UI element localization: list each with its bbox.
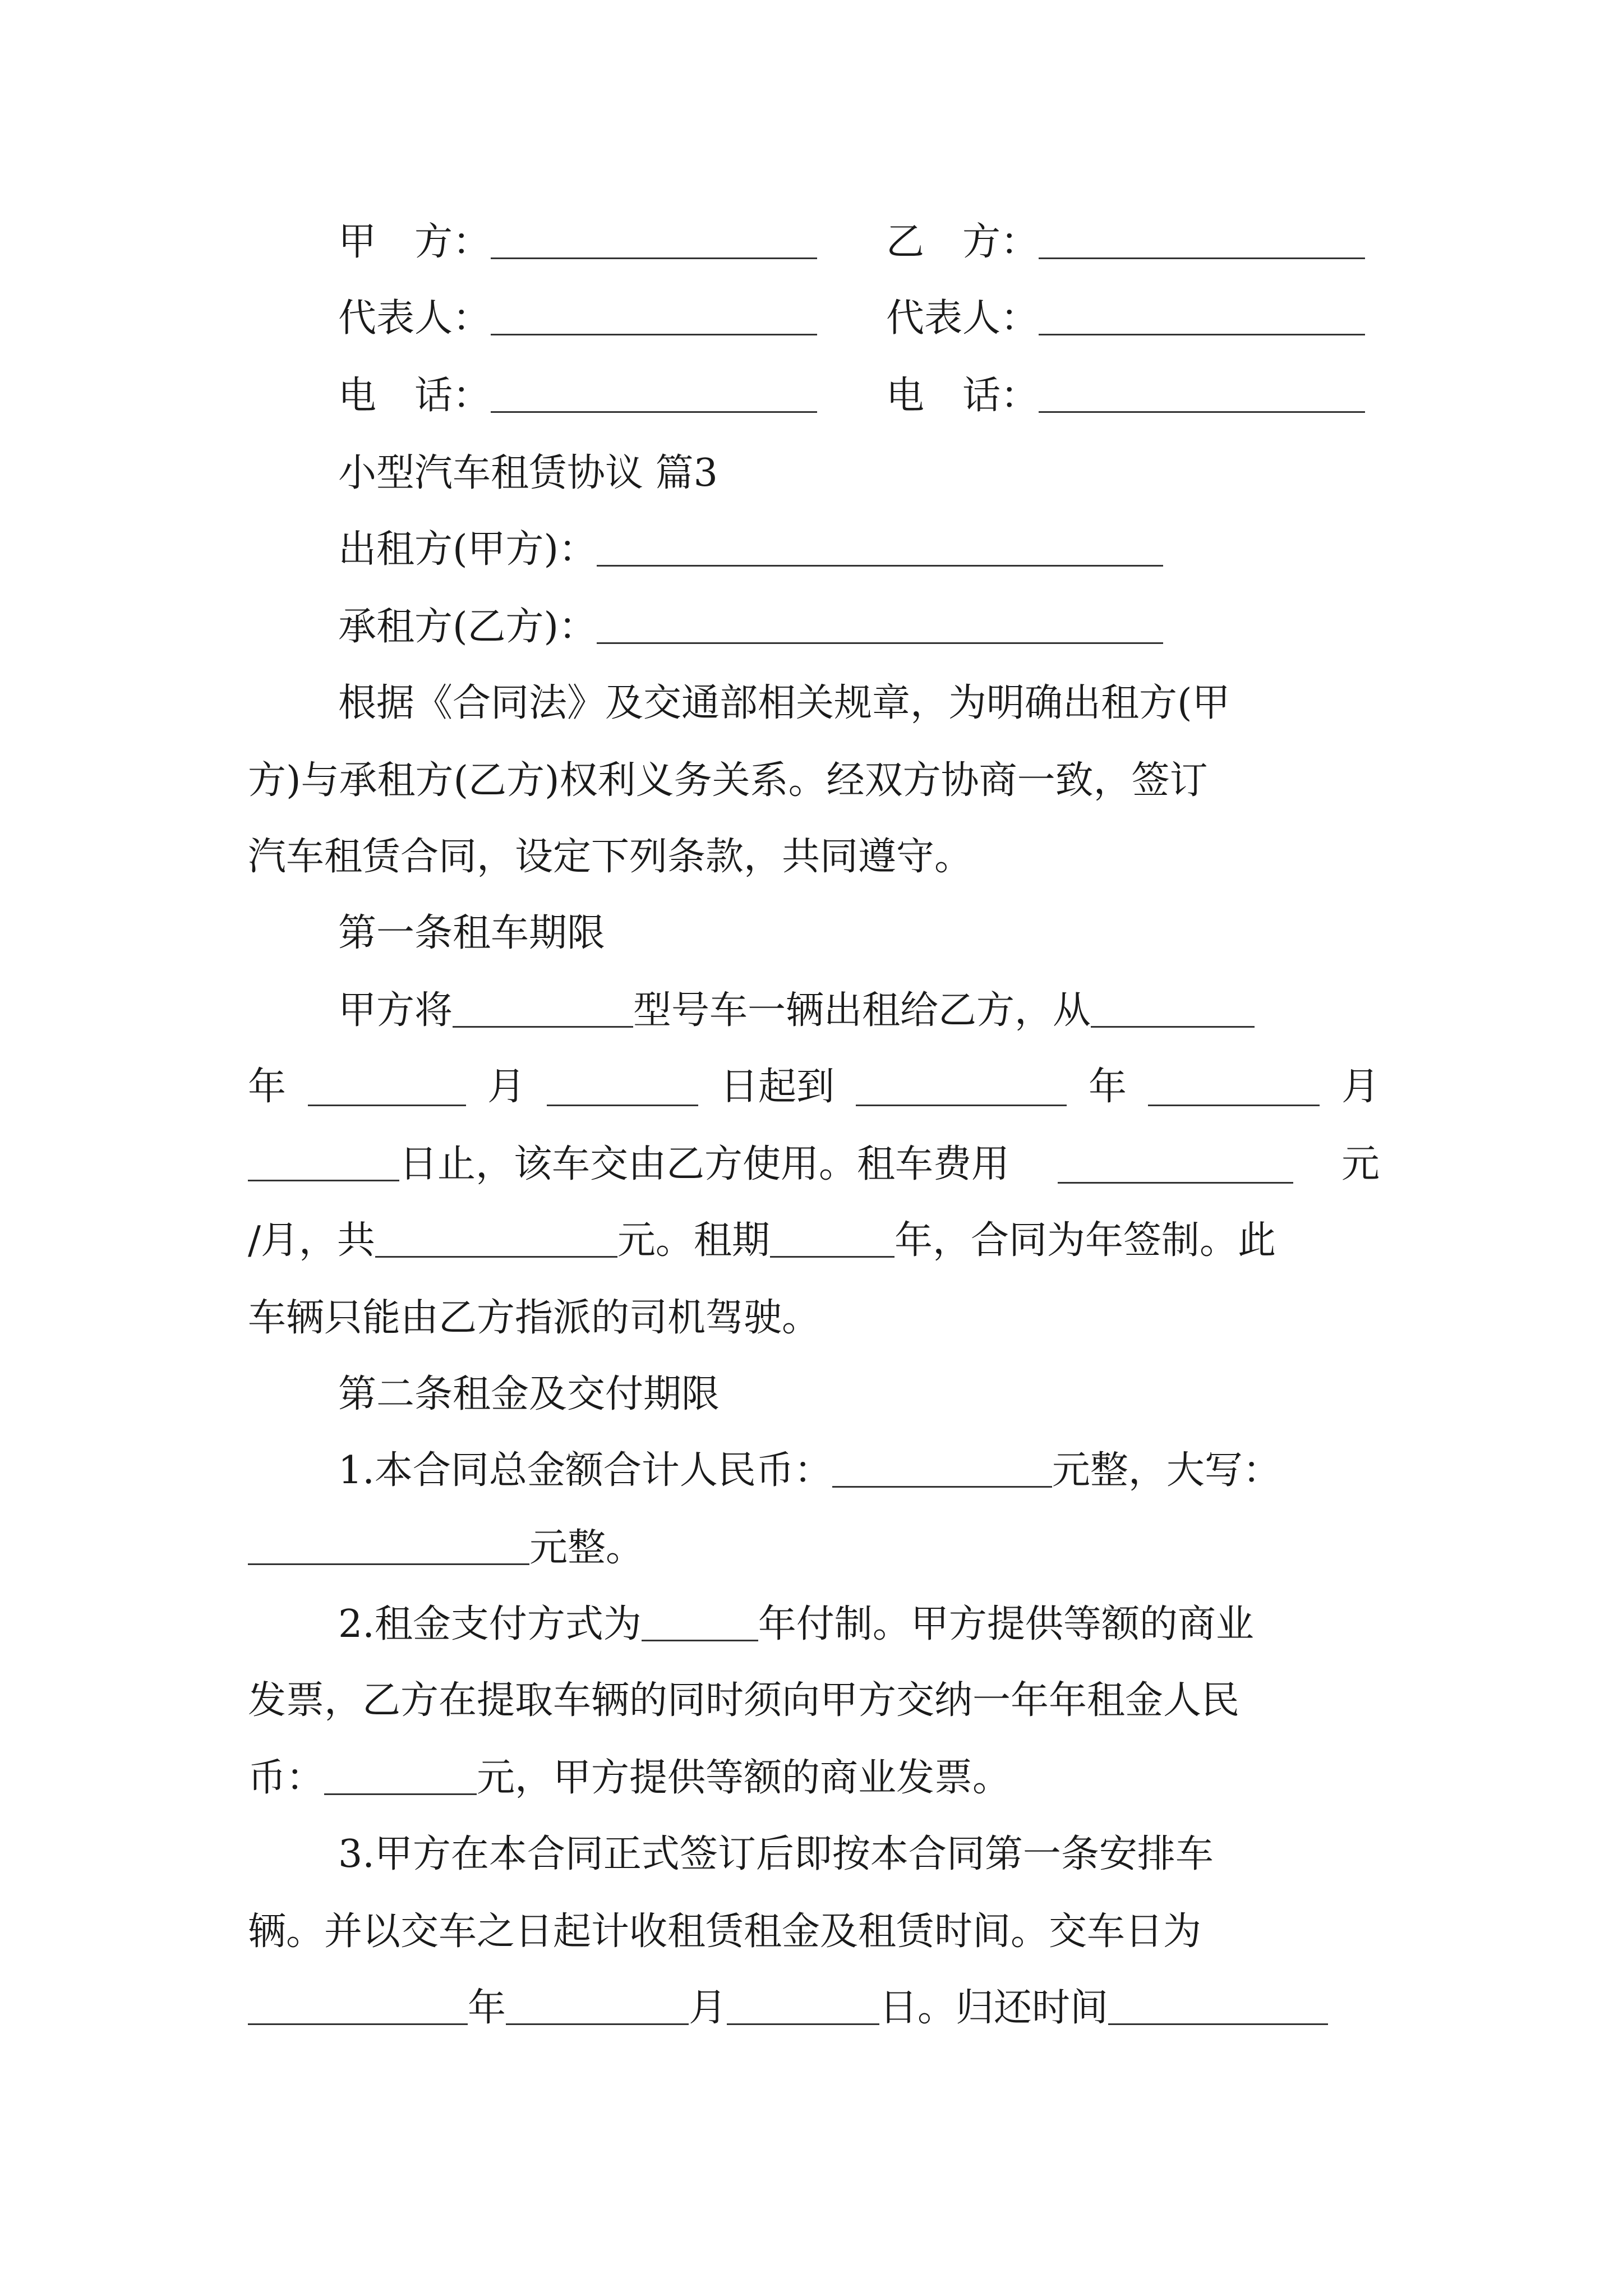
party-a-blank[interactable]: [491, 224, 817, 259]
article-1-text: 元: [1341, 1142, 1380, 1186]
monthly-fee-blank[interactable]: [1058, 1148, 1293, 1184]
party-b-row: [886, 220, 1365, 264]
article-1-heading-text: 第一条租车期限: [338, 911, 606, 955]
preamble-text-2: 方)与承租方(乙方)权利义务关系。经双方协商一致，签订: [248, 758, 1208, 803]
clause-1-line-2: [248, 1526, 644, 1570]
rep-a-row: [338, 296, 817, 341]
article-1-text: 日起到: [720, 1065, 834, 1109]
phone-a-blank[interactable]: [491, 378, 817, 413]
rep-b-label: 代表人：: [886, 296, 1039, 341]
start-month-blank[interactable]: [308, 1071, 466, 1106]
article-1-text: 车辆只能由乙方指派的司机驾驶。: [248, 1296, 820, 1340]
return-time-blank[interactable]: [1108, 1990, 1328, 2025]
phone-b-row: [886, 374, 1365, 418]
party-a-row: [338, 220, 817, 264]
annual-rent-blank[interactable]: [324, 1760, 477, 1795]
article-1-line-2: [248, 1065, 1380, 1109]
preamble-text-3: 汽车租赁合同，设定下列条款，共同遵守。: [248, 835, 973, 879]
lessee-row: [338, 605, 1163, 649]
clause-2-text: 元，甲方提供等额的商业发票。: [477, 1756, 1011, 1800]
lessee-blank[interactable]: [597, 609, 1163, 644]
start-year-blank[interactable]: [1091, 992, 1255, 1028]
article-1-text: 月: [487, 1065, 525, 1109]
clause-1-text: 元整。: [529, 1526, 644, 1570]
article-1-text: 年，合同为年签制。此: [894, 1218, 1276, 1263]
clause-2-line-3: [248, 1756, 1011, 1800]
clause-3-text: 年: [468, 1986, 506, 2030]
article-2-heading-text: 第二条租金及交付期限: [338, 1372, 720, 1416]
lessor-blank[interactable]: [597, 531, 1163, 567]
preamble-line-2: [248, 758, 1208, 803]
rep-b-blank[interactable]: [1039, 300, 1365, 335]
end-day-blank[interactable]: [248, 1146, 399, 1181]
clause-2-text: 发票，乙方在提取车辆的同时须向甲方交纳一年年租金人民: [248, 1678, 1240, 1723]
article-1-text: 月: [1341, 1065, 1380, 1109]
clause-1-text: 元整，大写：: [1052, 1448, 1281, 1493]
amount-in-words-blank[interactable]: [248, 1530, 529, 1565]
clause-3-text: 3.甲方在本合同正式签订后即按本合同第一条安排车: [338, 1832, 1214, 1876]
term-years-blank[interactable]: [770, 1222, 895, 1258]
clause-3-text: 日。归还时间: [879, 1986, 1109, 2030]
preamble-line-1: [338, 681, 1230, 725]
article-2-heading: [338, 1372, 720, 1416]
article-1-text: 年: [248, 1065, 287, 1109]
clause-3-text: 辆。并以交车之日起计收租赁租金及租赁时间。交车日为: [248, 1910, 1202, 1954]
article-1-line-1: [338, 988, 1380, 1033]
lessor-label: 出租方(甲方)：: [338, 527, 597, 572]
start-day-blank[interactable]: [547, 1071, 698, 1106]
article-1-text: 甲方将: [338, 988, 453, 1033]
end-month-blank[interactable]: [1148, 1071, 1320, 1106]
section-title-text: 小型汽车租赁协议 篇3: [338, 451, 718, 495]
total-fee-blank[interactable]: [375, 1222, 617, 1258]
clause-2-line-1: [338, 1602, 1254, 1646]
clause-1-text: 1.本合同总金额合计人民币：: [338, 1448, 832, 1493]
clause-3-line-3: [248, 1986, 1328, 2030]
total-amount-blank[interactable]: [832, 1452, 1052, 1488]
rep-b-row: [886, 296, 1365, 341]
preamble-text-1: 根据《合同法》及交通部相关规章，为明确出租方(甲: [338, 681, 1230, 725]
preamble-line-3: [248, 835, 973, 879]
clause-2-line-2: [248, 1678, 1240, 1723]
party-b-label: 乙 方：: [886, 220, 1039, 264]
section-title: [338, 451, 718, 495]
lessor-row: [338, 527, 1163, 572]
clause-2-text: 2.租金支付方式为: [338, 1602, 642, 1646]
lessee-label: 承租方(乙方)：: [338, 605, 597, 649]
clause-2-text: 年付制。甲方提供等额的商业: [758, 1602, 1254, 1646]
phone-a-row: [338, 374, 817, 418]
article-1-text: 型号车一辆出租给乙方，从: [633, 988, 1091, 1033]
clause-3-text: 月: [689, 1986, 727, 2030]
delivery-month-blank[interactable]: [506, 1990, 689, 2025]
phone-b-blank[interactable]: [1039, 378, 1365, 413]
clause-3-line-2: [248, 1910, 1202, 1954]
party-a-label: 甲 方：: [338, 220, 491, 264]
party-b-blank[interactable]: [1039, 224, 1365, 259]
article-1-line-5: [248, 1296, 820, 1340]
phone-b-label: 电 话：: [886, 374, 1039, 418]
clause-1-line-1: [338, 1448, 1281, 1493]
model-blank[interactable]: [453, 992, 633, 1028]
delivery-day-blank[interactable]: [727, 1990, 879, 2025]
payment-years-blank[interactable]: [642, 1606, 758, 1641]
article-1-text: 元。租期: [617, 1218, 770, 1263]
article-1-line-3: [248, 1142, 1380, 1186]
article-1-line-4: [248, 1218, 1276, 1263]
rep-a-label: 代表人：: [338, 296, 491, 341]
article-1-text: /月，共: [248, 1218, 375, 1263]
article-1-text: 日止，该车交由乙方使用。租车费用: [399, 1142, 1010, 1186]
delivery-year-blank[interactable]: [248, 1990, 468, 2025]
end-year-blank[interactable]: [856, 1071, 1067, 1106]
clause-3-line-1: [338, 1832, 1214, 1876]
clause-2-text: 币：: [248, 1756, 325, 1800]
rep-a-blank[interactable]: [491, 300, 817, 335]
article-1-text: 年: [1088, 1065, 1127, 1109]
phone-a-label: 电 话：: [338, 374, 491, 418]
article-1-heading: [338, 911, 606, 955]
